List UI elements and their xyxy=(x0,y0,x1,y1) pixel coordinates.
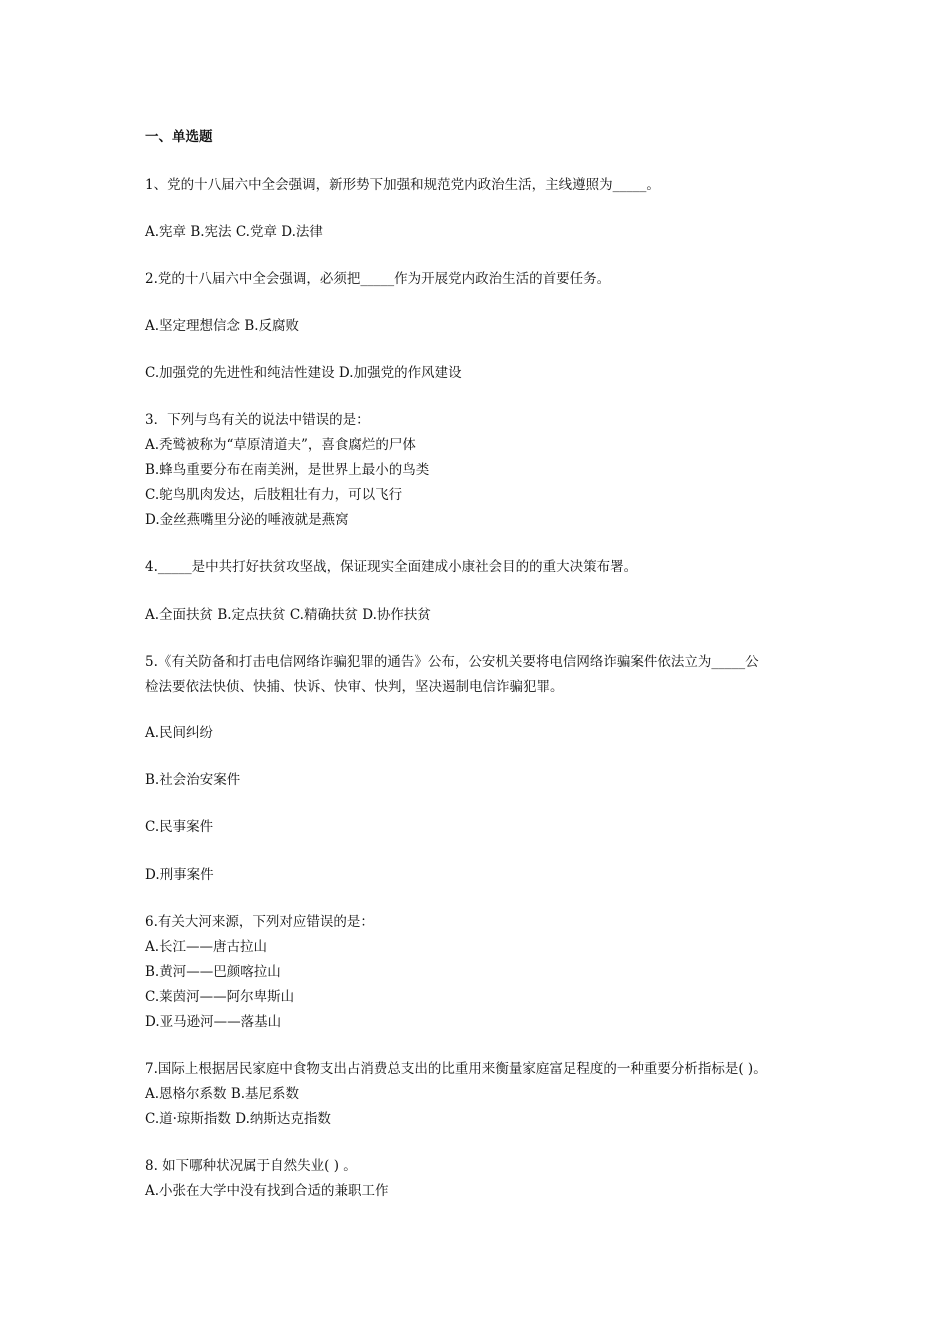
question-5-option-d: D.刑事案件 xyxy=(145,867,214,883)
question-8-option-a: A.小张在大学中没有找到合适的兼职工作 xyxy=(145,1183,389,1199)
question-3-option-b: B.蜂鸟重要分布在南美洲，是世界上最小的鸟类 xyxy=(145,462,430,478)
question-6-option-a: A.长江——唐古拉山 xyxy=(145,939,268,955)
section-title: 一、单选题 xyxy=(145,129,213,145)
question-3-stem: 3．下列与鸟有关的说法中错误的是： xyxy=(145,412,370,428)
question-5-option-b: B.社会治安案件 xyxy=(145,772,241,788)
question-3-option-a: A.秃鹫被称为“草原清道夫”，喜食腐烂的尸体 xyxy=(145,437,416,453)
question-1-options: A.宪章 B.宪法 C.党章 D.法律 xyxy=(145,224,323,240)
question-5-stem-1: 5.《有关防备和打击电信网络诈骗犯罪的通告》公布，公安机关要将电信网络诈骗案件依法立为_____公 xyxy=(145,654,759,670)
question-2-options-1: A.坚定理想信念 B.反腐败 xyxy=(145,318,300,334)
question-3-option-d: D.金丝燕嘴里分泌的唾液就是燕窝 xyxy=(145,512,349,528)
question-8-stem: 8. 如下哪种状况属于自然失业( ) 。 xyxy=(145,1158,357,1174)
question-3-option-c: C.鸵鸟肌肉发达，后肢粗壮有力，可以飞行 xyxy=(145,487,403,503)
question-6-option-b: B.黄河——巴颜喀拉山 xyxy=(145,964,281,980)
question-4-stem: 4._____是中共打好扶贫攻坚战，保证现实全面建成小康社会目的的重大决策布署。 xyxy=(145,559,638,575)
question-2-stem: 2.党的十八届六中全会强调，必须把_____作为开展党内政治生活的首要任务。 xyxy=(145,271,611,287)
question-5-option-a: A.民间纠纷 xyxy=(145,725,214,741)
question-4-options: A.全面扶贫 B.定点扶贫 C.精确扶贫 D.协作扶贫 xyxy=(145,607,431,623)
question-6-option-c: C.莱茵河——阿尔卑斯山 xyxy=(145,989,295,1005)
question-6-option-d: D.亚马逊河——落基山 xyxy=(145,1014,282,1030)
question-7-options-1: A.恩格尔系数 B.基尼系数 xyxy=(145,1086,300,1102)
question-5-option-c: C.民事案件 xyxy=(145,819,214,835)
question-1-stem: 1、党的十八届六中全会强调，新形势下加强和规范党内政治生活，主线遵照为_____。 xyxy=(145,177,660,193)
question-7-stem: 7.国际上根据居民家庭中食物支出占消费总支出的比重用来衡量家庭富足程度的一种重要分析指标是( )。 xyxy=(145,1061,767,1077)
question-7-options-2: C.道·琼斯指数 D.纳斯达克指数 xyxy=(145,1111,331,1127)
question-2-options-2: C.加强党的先进性和纯洁性建设 D.加强党的作风建设 xyxy=(145,365,462,381)
question-5-stem-2: 检法要依法快侦、快捕、快诉、快审、快判，坚决遏制电信诈骗犯罪。 xyxy=(145,679,564,695)
question-6-stem: 6.有关大河来源，下列对应错误的是： xyxy=(145,914,374,930)
